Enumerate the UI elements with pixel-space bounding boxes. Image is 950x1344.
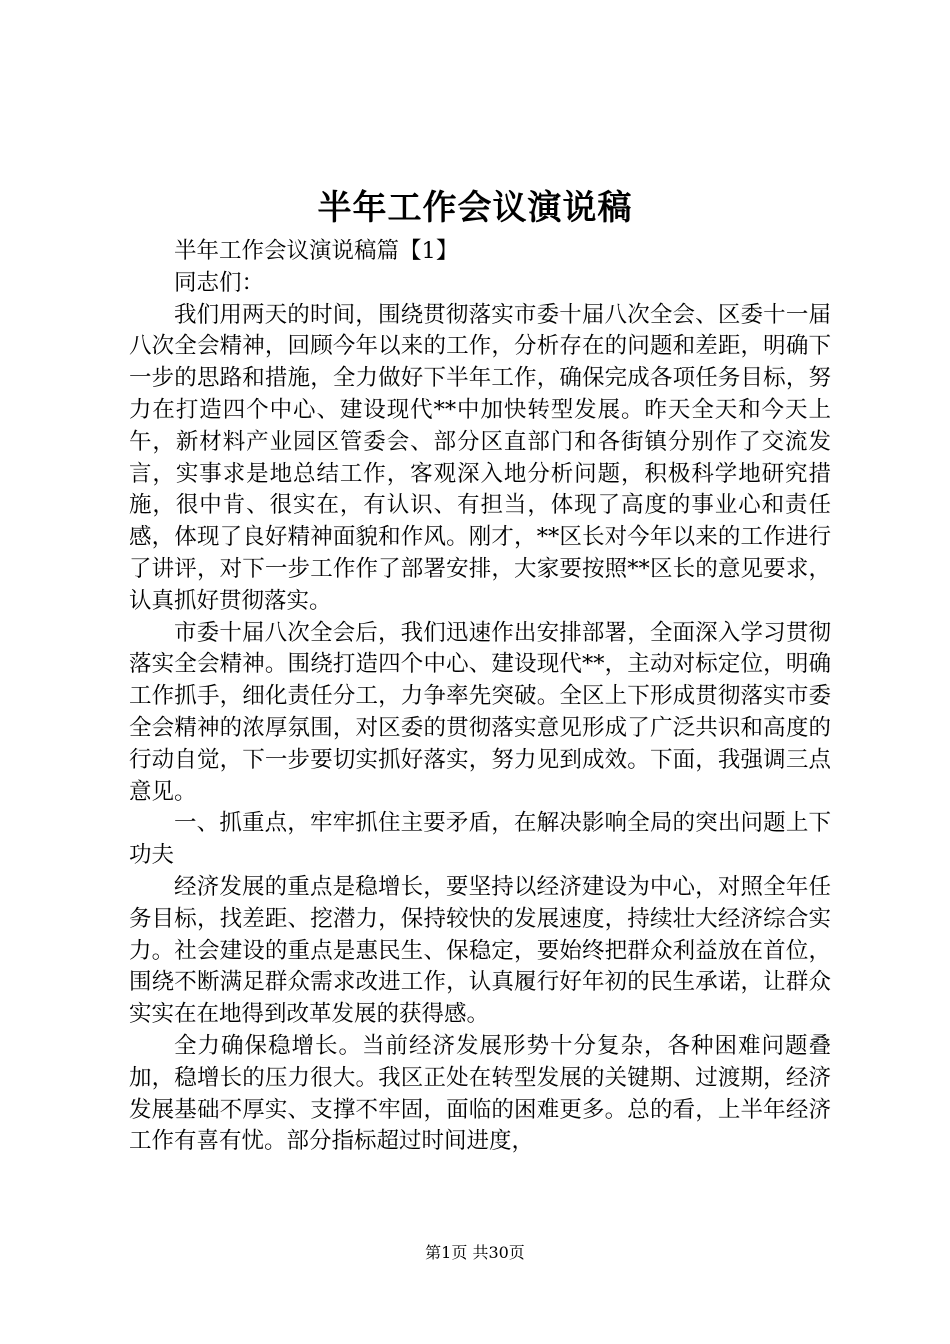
document-body [129,236,831,1158]
paragraph: 市委十届八次全会后，我们迅速作出安排部署，全面深入学习贯彻落实全会精神。围绕打造四个中心、建设现代**，主动对标定位，明确工作抓手，细化责任分工，力争率先突破。全区上下形成贯彻落实市委全会精神的浓厚氛围，对区委的贯彻落实意见形成了广泛共识和高度的行动自觉，下一步要切实抓好落实，努力见到成效。下面，我强调三点意见。 [129,619,831,805]
document-title: 半年工作会议演说稿 [317,188,633,228]
paragraph: 经济发展的重点是稳增长，要坚持以经济建设为中心，对照全年任务目标，找差距、挖潜力，保持较快的发展速度，持续壮大经济综合实力。社会建设的重点是惠民生、保稳定，要始终把群众利益放在首位，围绕不断满足群众需求改进工作，认真履行好年初的民生承诺，让群众实实在在地得到改革发展的获得感。 [129,873,831,1028]
salutation: 同志们： [174,269,265,296]
paragraph: 全力确保稳增长。当前经济发展形势十分复杂，各种困难问题叠加，稳增长的压力很大。我区正处在转型发展的关键期、过渡期，经济发展基础不厚实、支撑不牢固，面临的困难更多。总的看，上半年经济工作有喜有忧。部分指标超过时间进度， [129,1032,831,1155]
section-heading: 半年工作会议演说稿篇【1】 [174,238,459,264]
page-footer: 第1页 共30页 [425,1243,525,1262]
paragraph: 我们用两天的时间，围绕贯彻落实市委十届八次全会、区委十一届八次全会精神，回顾今年以来的工作，分析存在的问题和差距，明确下一步的思路和措施，全力做好下半年工作，确保完成各项任务目标，努力在打造四个中心、建设现代**中加快转型发展。昨天全天和今天上午，新材料产业园区管委会、部分区直部门和各街镇分别作了交流发言，实事求是地总结工作，客观深入地分析问题，积极科学地研究措施，很中肯、很实在，有认识、有担当，体现了高度的事业心和责任感，体现了良好精神面貌和作风。刚才，**区长对今年以来的工作进行了讲评，对下一步工作作了部署安排，大家要按照**区长的意见要求，认真抓好贯彻落实。 [129,301,831,614]
section-subheading: 一、抓重点，牢牢抓住主要矛盾，在解决影响全局的突出问题上下功夫 [129,810,831,869]
